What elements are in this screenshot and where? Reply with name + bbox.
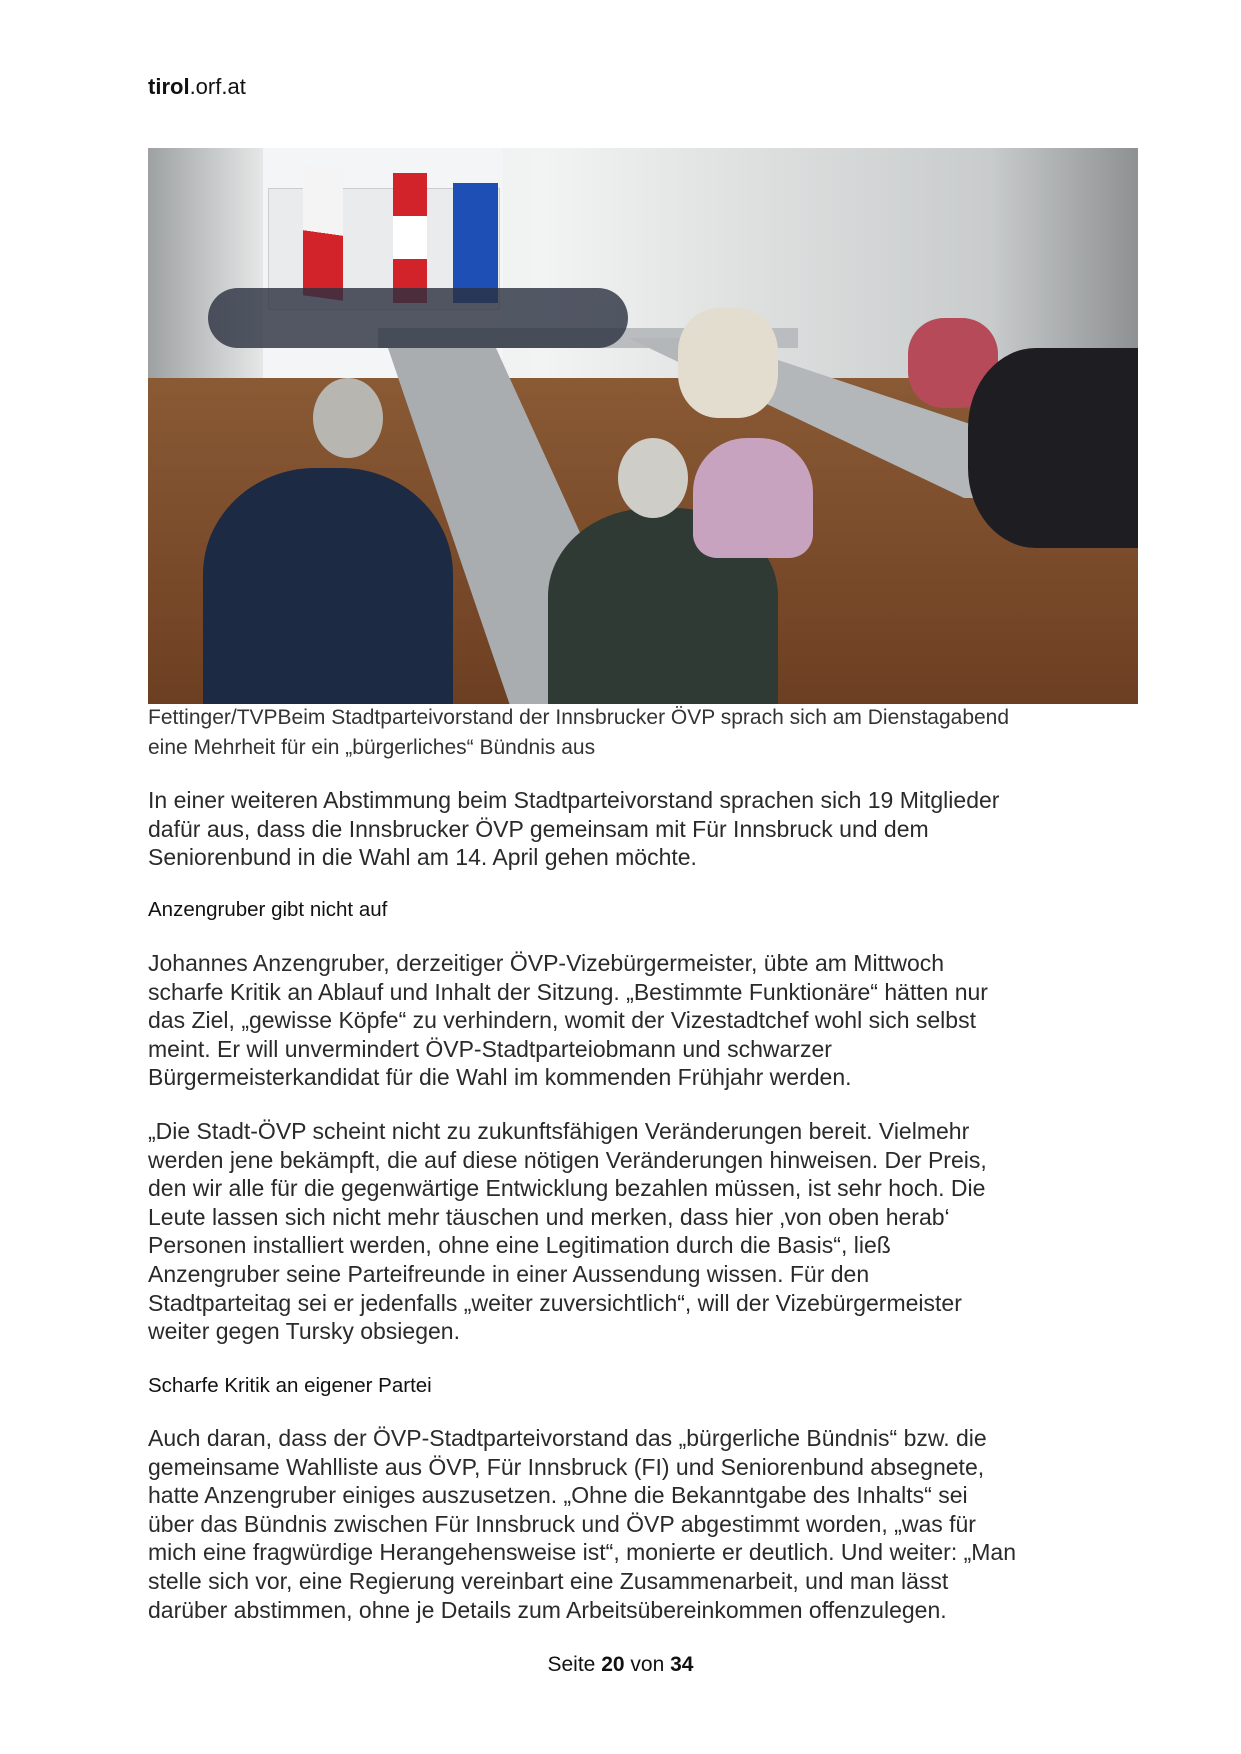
- section-heading-2: Scharfe Kritik an eigener Partei: [148, 1374, 432, 1397]
- paragraph-line: Auch daran, dass der ÖVP-Stadtparteivorstand das „bürgerliche Bündnis“ bzw. die: [148, 1425, 987, 1451]
- paragraph-1: [148, 786, 999, 872]
- site-name: [148, 74, 246, 100]
- paragraph-line: Leute lassen sich nicht mehr täuschen und merken, dass hier ‚von oben herab‘: [148, 1203, 950, 1230]
- paragraph-2: [148, 949, 988, 1092]
- paragraph-line: über das Bündnis zwischen Für Innsbruck und ÖVP abgestimmt worden, „was für: [148, 1510, 976, 1537]
- page-number: [0, 1653, 1241, 1677]
- eu-flag-icon: [453, 183, 498, 303]
- paragraph-line: meint. Er will unvermindert ÖVP-Stadtparteiobmann und schwarzer: [148, 1035, 832, 1062]
- paragraph-line: darüber abstimmen, ohne je Details zum Arbeitsübereinkommen offenzulegen.: [148, 1596, 947, 1623]
- paragraph-line: scharfe Kritik an Ablauf und Inhalt der Sitzung. „Bestimmte Funktionäre“ hätten nur: [148, 978, 988, 1005]
- section-heading-1: Anzengruber gibt nicht auf: [148, 898, 388, 921]
- site-name-rest: .orf.at: [189, 74, 246, 99]
- paragraph-line: gemeinsame Wahlliste aus ÖVP, Für Innsbruck (FI) und Seniorenbund absegnete,: [148, 1453, 985, 1480]
- paragraph-line: Personen installiert werden, ohne eine Legitimation durch die Basis“, ließ: [148, 1232, 891, 1259]
- paragraph-line: stelle sich vor, eine Regierung vereinbart eine Zusammenarbeit, und man lässt: [148, 1567, 949, 1594]
- photo-caption: [148, 703, 1009, 763]
- paragraph-line: Bürgermeisterkandidat für die Wahl im kommenden Frühjahr werden.: [148, 1064, 852, 1091]
- paragraph-line: mich eine fragwürdige Herangehensweise ist“, monierte er deutlich. Und weiter: „Man: [148, 1539, 1017, 1566]
- caption-line: eine Mehrheit für ein „bürgerliches“ Bündnis aus: [148, 736, 596, 759]
- paragraph-line: werden jene bekämpft, die auf diese nötigen Veränderungen hinweisen. Der Preis,: [148, 1146, 987, 1173]
- current-page: 20: [601, 1653, 625, 1676]
- paragraph-line: Stadtparteitag sei er jedenfalls „weiter zuversichtlich“, will der Vizebürgermeister: [148, 1289, 962, 1316]
- caption-line: Fettinger/TVPBeim Stadtparteivorstand der Innsbrucker ÖVP sprach sich am Dienstagabend: [148, 706, 1010, 729]
- paragraph-line: das Ziel, „gewisse Köpfe“ zu verhindern, womit der Vizestadtchef wohl sich selbst: [148, 1007, 976, 1034]
- paragraph-line: dafür aus, dass die Innsbrucker ÖVP gemeinsam mit Für Innsbruck und dem: [148, 815, 929, 842]
- paragraph-line: Johannes Anzengruber, derzeitiger ÖVP-Vizebürgermeister, übte am Mittwoch: [148, 950, 945, 976]
- paragraph-line: In einer weiteren Abstimmung beim Stadtparteivorstand sprachen sich 19 Mitglieder: [148, 787, 1000, 813]
- site-name-bold: tirol: [148, 74, 190, 99]
- total-pages: 34: [670, 1653, 694, 1676]
- tyrol-flag-icon: [303, 165, 343, 301]
- paragraph-3: [148, 1117, 987, 1346]
- paragraph-line: Seniorenbund in die Wahl am 14. April gehen möchte.: [148, 844, 697, 871]
- paragraph-4: [148, 1424, 1016, 1624]
- paragraph-line: den wir alle für die gegenwärtige Entwicklung bezahlen müssen, ist sehr hoch. Die: [148, 1175, 986, 1202]
- paragraph-line: hatte Anzengruber einiges auszusetzen. „Ohne die Bekanntgabe des Inhalts“ sei: [148, 1482, 968, 1509]
- page-label: Seite: [547, 1653, 596, 1676]
- paragraph-line: weiter gegen Tursky obsiegen.: [148, 1318, 460, 1345]
- austria-flag-icon: [393, 173, 427, 303]
- paragraph-line: „Die Stadt-ÖVP scheint nicht zu zukunftsfähigen Veränderungen bereit. Vielmehr: [148, 1118, 970, 1144]
- page-of-label: von: [630, 1653, 665, 1676]
- article-photo: [148, 148, 1138, 704]
- paragraph-line: Anzengruber seine Parteifreunde in einer Aussendung wissen. Für den: [148, 1260, 870, 1287]
